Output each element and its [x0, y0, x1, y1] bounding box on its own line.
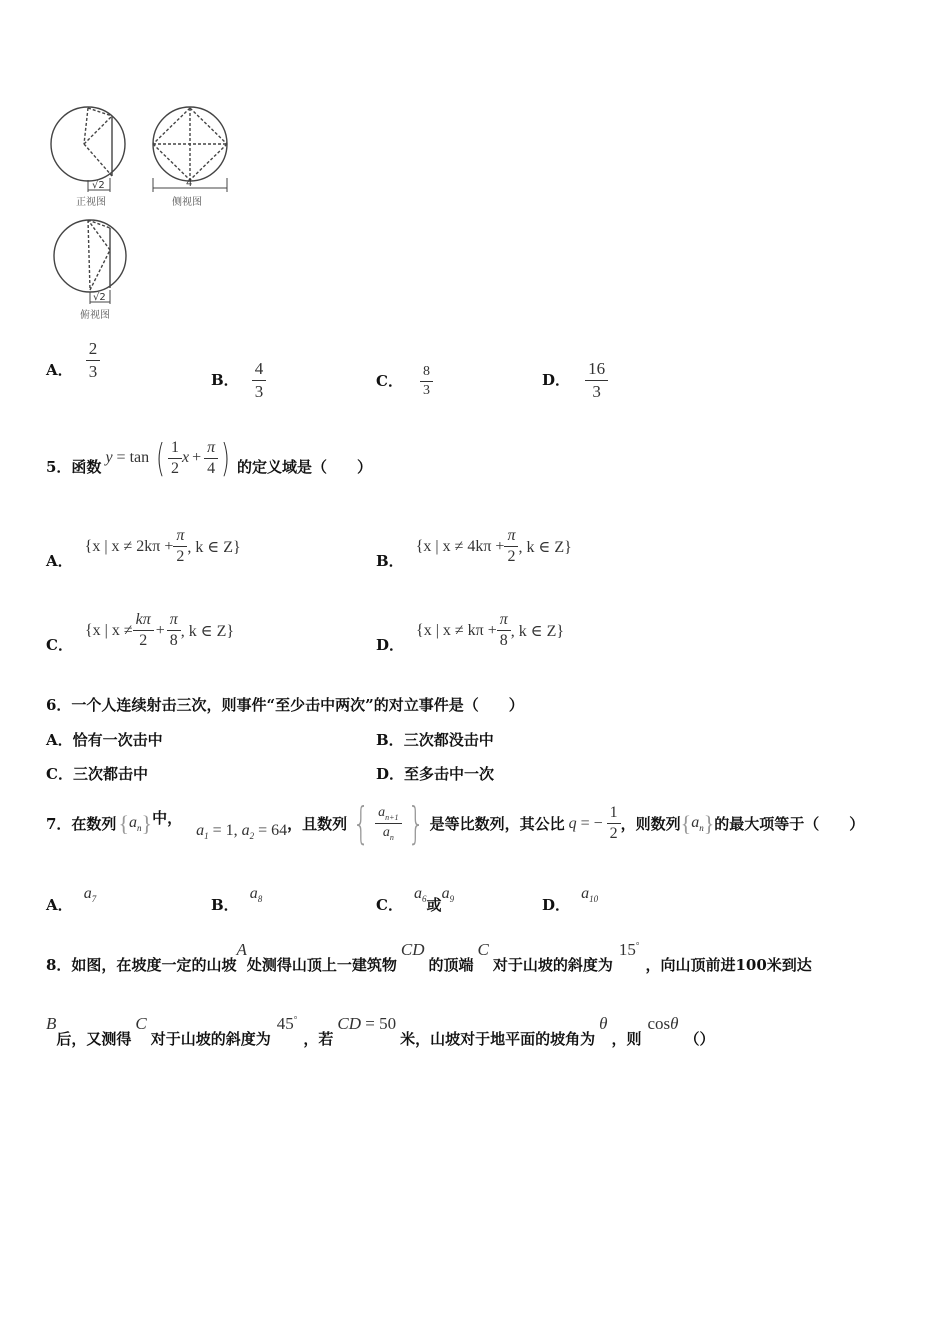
q4-option-b[interactable]: B． $\frac{4}{3}$: [211, 359, 266, 402]
q6-option-a[interactable]: A．恰有一次击中: [46, 731, 163, 749]
question-8-line-1: 8．如图，在坡度一定的山坡 A 处测得山顶上一建筑物 CD 的顶端 C 对于山坡的斜度为 15° ，向山顶前进100米到达: [46, 940, 812, 974]
side-dim-label: 4: [186, 178, 193, 189]
q6-option-c[interactable]: C．三次都击中: [46, 765, 148, 783]
tan-expression: y = tan ( $\frac{1}{2}$ x + $\frac{\pi}{4}$ ): [105, 436, 230, 480]
front-dim-label: √2: [92, 180, 105, 191]
question-5-stem: 5．函数 y = tan ( $\frac{1}{2}$ x + $\frac{\pi}{4}$ ) 的定义域是（ ）: [46, 436, 372, 480]
side-view-caption: 侧视图: [172, 197, 202, 208]
q5-option-b[interactable]: B． {x | x ≠ 4kπ + $\frac{\pi}{2}$ , k ∈ Z}: [376, 527, 572, 570]
fraction: $\frac{4}{3}$: [252, 359, 267, 402]
three-view-figure: [40, 100, 240, 330]
q7-option-a[interactable]: A． $a_7$: [46, 885, 97, 914]
q4-option-a[interactable]: A． $\frac{2}{3}$: [46, 359, 100, 382]
q4-option-d[interactable]: D． $\frac{16}{3}$: [542, 359, 608, 402]
top-view-caption: 俯视图: [80, 310, 110, 321]
front-view-circle: [51, 107, 125, 181]
question-6-stem: 6．一个人连续射击三次，则事件“至少击中两次”的对立事件是（ ）: [46, 696, 524, 714]
fraction: $\frac{8}{3}$: [420, 364, 433, 399]
question-7-stem: 7．在数列 { $a_n$ } 中， $a_1 = 1$, $a_2 = 64$ ，且数列 { $\frac{a_{n+1}}{a_n}$ } 是等比数列，其公比 q = − $\frac{1}{2}$ ，则数列 { $a_n$ } 的最大项等于（ ）: [46, 798, 865, 849]
q7-option-b[interactable]: B． $a_8$: [211, 885, 263, 914]
q5-option-c[interactable]: C． {x | x ≠ $\frac{k\pi}{2}$ + $\frac{\pi}{8}$ , k ∈ Z}: [46, 611, 235, 654]
q5-option-a[interactable]: A． {x | x ≠ 2kπ + $\frac{\pi}{2}$ , k ∈ Z}: [46, 527, 241, 570]
q7-option-c[interactable]: C． $a_6$或$a_9$: [376, 885, 455, 914]
question-8-line-2: B 后，又测得 C 对于山坡的斜度为 45° ，若 CD = 50 米，山坡对于地平面的坡角为 θ ，则 cosθ （）: [46, 1014, 715, 1048]
q6-option-d[interactable]: D．至多击中一次: [376, 765, 495, 783]
q5-option-d[interactable]: D． {x | x ≠ kπ + $\frac{\pi}{8}$ , k ∈ Z}: [376, 611, 565, 654]
q4-option-c[interactable]: C． $\frac{8}{3}$: [376, 364, 433, 399]
fraction: $\frac{2}{3}$: [86, 339, 101, 382]
top-dim-label: √2: [93, 292, 106, 303]
q6-option-b[interactable]: B．三次都没击中: [376, 731, 494, 749]
front-view-caption: 正视图: [76, 197, 106, 208]
q7-option-d[interactable]: D． $a_{10}$: [542, 885, 599, 914]
fraction: $\frac{16}{3}$: [585, 359, 608, 402]
